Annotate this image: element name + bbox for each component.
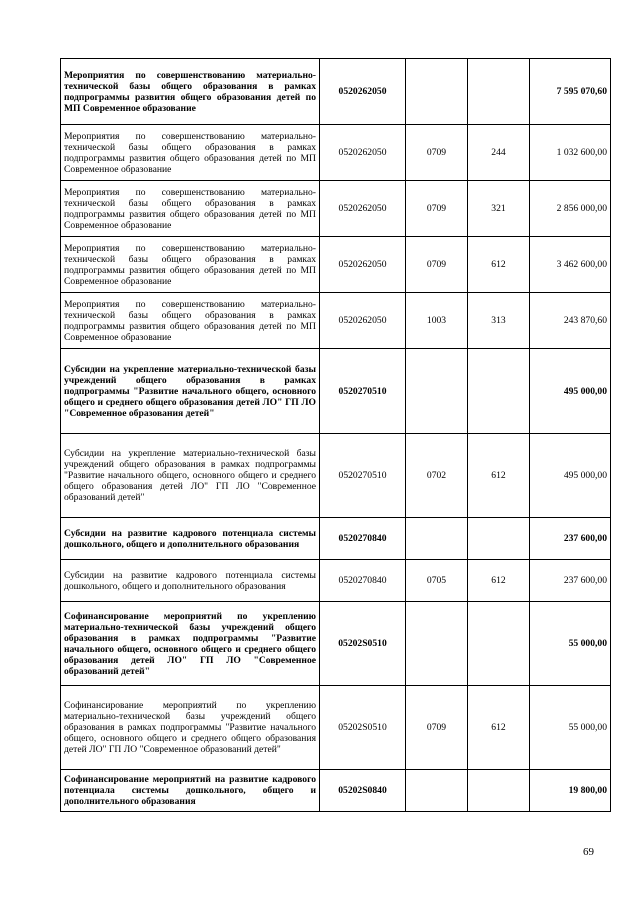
row-code: 05202S0840	[320, 770, 406, 812]
row-section: 0709	[406, 237, 468, 293]
row-section	[406, 59, 468, 125]
row-name: Субсидии на развитие кадрового потенциала системы дошкольного, общего и дополнительного образования	[61, 518, 320, 560]
row-name: Мероприятия по совершенствованию материально-технической базы общего образования в рамках подпрограммы развития общего образования детей по МП Современное образование	[61, 59, 320, 125]
row-section: 0705	[406, 560, 468, 602]
table-row	[61, 59, 611, 125]
row-section	[406, 602, 468, 686]
row-amount: 2 856 000,00	[530, 181, 611, 237]
table-row	[61, 181, 611, 237]
row-type: 612	[468, 560, 530, 602]
row-type	[468, 349, 530, 434]
row-amount: 7 595 070,60	[530, 59, 611, 125]
row-section: 1003	[406, 293, 468, 349]
row-type	[468, 518, 530, 560]
row-amount: 237 600,00	[530, 518, 611, 560]
row-amount: 3 462 600,00	[530, 237, 611, 293]
table-row	[61, 518, 611, 560]
row-section: 0709	[406, 686, 468, 770]
row-code: 0520262050	[320, 181, 406, 237]
row-section	[406, 770, 468, 812]
row-type: 321	[468, 181, 530, 237]
row-type: 244	[468, 125, 530, 181]
row-code: 0520262050	[320, 59, 406, 125]
table-row	[61, 293, 611, 349]
page-number: 69	[583, 846, 594, 858]
row-name: Мероприятия по совершенствованию материально-технической базы общего образования в рамках подпрограммы развития общего образования детей по МП Современное образование	[61, 237, 320, 293]
row-section	[406, 349, 468, 434]
table-row	[61, 560, 611, 602]
row-code: 05202S0510	[320, 686, 406, 770]
row-code: 0520270840	[320, 560, 406, 602]
row-section	[406, 518, 468, 560]
row-amount: 495 000,00	[530, 434, 611, 518]
table-row	[61, 125, 611, 181]
row-code: 0520262050	[320, 125, 406, 181]
row-type: 612	[468, 686, 530, 770]
row-code: 0520270840	[320, 518, 406, 560]
table-row	[61, 349, 611, 434]
row-section: 0702	[406, 434, 468, 518]
row-amount: 243 870,60	[530, 293, 611, 349]
table-row	[61, 770, 611, 812]
row-type: 612	[468, 237, 530, 293]
row-type: 612	[468, 434, 530, 518]
row-code: 0520262050	[320, 237, 406, 293]
row-amount: 55 000,00	[530, 602, 611, 686]
row-name: Мероприятия по совершенствованию материально-технической базы общего образования в рамках подпрограммы развития общего образования детей по МП Современное образование	[61, 125, 320, 181]
row-name: Софинансирование мероприятий по укреплению материально-технической базы учреждений общего образования в рамках подпрограммы "Развитие начального общего, основного общего и среднего общего образования детей ЛО" ГП ЛО "Современное образований детей"	[61, 602, 320, 686]
row-amount: 495 000,00	[530, 349, 611, 434]
row-code: 0520270510	[320, 349, 406, 434]
row-amount: 1 032 600,00	[530, 125, 611, 181]
row-name: Мероприятия по совершенствованию материально-технической базы общего образования в рамках подпрограммы развития общего образования детей по МП Современное образование	[61, 293, 320, 349]
row-type	[468, 770, 530, 812]
row-name: Субсидии на укрепление материально-технической базы учреждений общего образования в рамках подпрограммы "Развитие начального общего, основного общего и среднего общего образования детей ЛО" ГП ЛО "Современное образований детей"	[61, 434, 320, 518]
row-section: 0709	[406, 181, 468, 237]
row-type: 313	[468, 293, 530, 349]
row-type	[468, 602, 530, 686]
row-name: Субсидии на укрепление материально-технической базы учреждений общего образования в рамках подпрограммы "Развитие начального общего, основного общего и среднего общего образования детей ЛО" ГП ЛО "Современное образования детей"	[61, 349, 320, 434]
row-code: 0520270510	[320, 434, 406, 518]
row-code: 05202S0510	[320, 602, 406, 686]
row-amount: 55 000,00	[530, 686, 611, 770]
table-row	[61, 237, 611, 293]
table-row	[61, 686, 611, 770]
table-row	[61, 602, 611, 686]
budget-table	[60, 58, 611, 812]
row-name: Софинансирование мероприятий по укреплению материально-технической базы учреждений общего образования в рамках подпрограммы "Развитие начального общего, основного общего и среднего общего образования детей ЛО" ГП ЛО "Современное образований детей"	[61, 686, 320, 770]
row-amount: 237 600,00	[530, 560, 611, 602]
row-code: 0520262050	[320, 293, 406, 349]
table-row	[61, 434, 611, 518]
row-name: Софинансирование мероприятий на развитие кадрового потенциала системы дошкольного, общего и дополнительного образования	[61, 770, 320, 812]
row-section: 0709	[406, 125, 468, 181]
row-type	[468, 59, 530, 125]
row-name: Мероприятия по совершенствованию материально-технической базы общего образования в рамках подпрограммы развития общего образования детей по МП Современное образование	[61, 181, 320, 237]
row-amount: 19 800,00	[530, 770, 611, 812]
row-name: Субсидии на развитие кадрового потенциала системы дошкольного, общего и дополнительного образования	[61, 560, 320, 602]
